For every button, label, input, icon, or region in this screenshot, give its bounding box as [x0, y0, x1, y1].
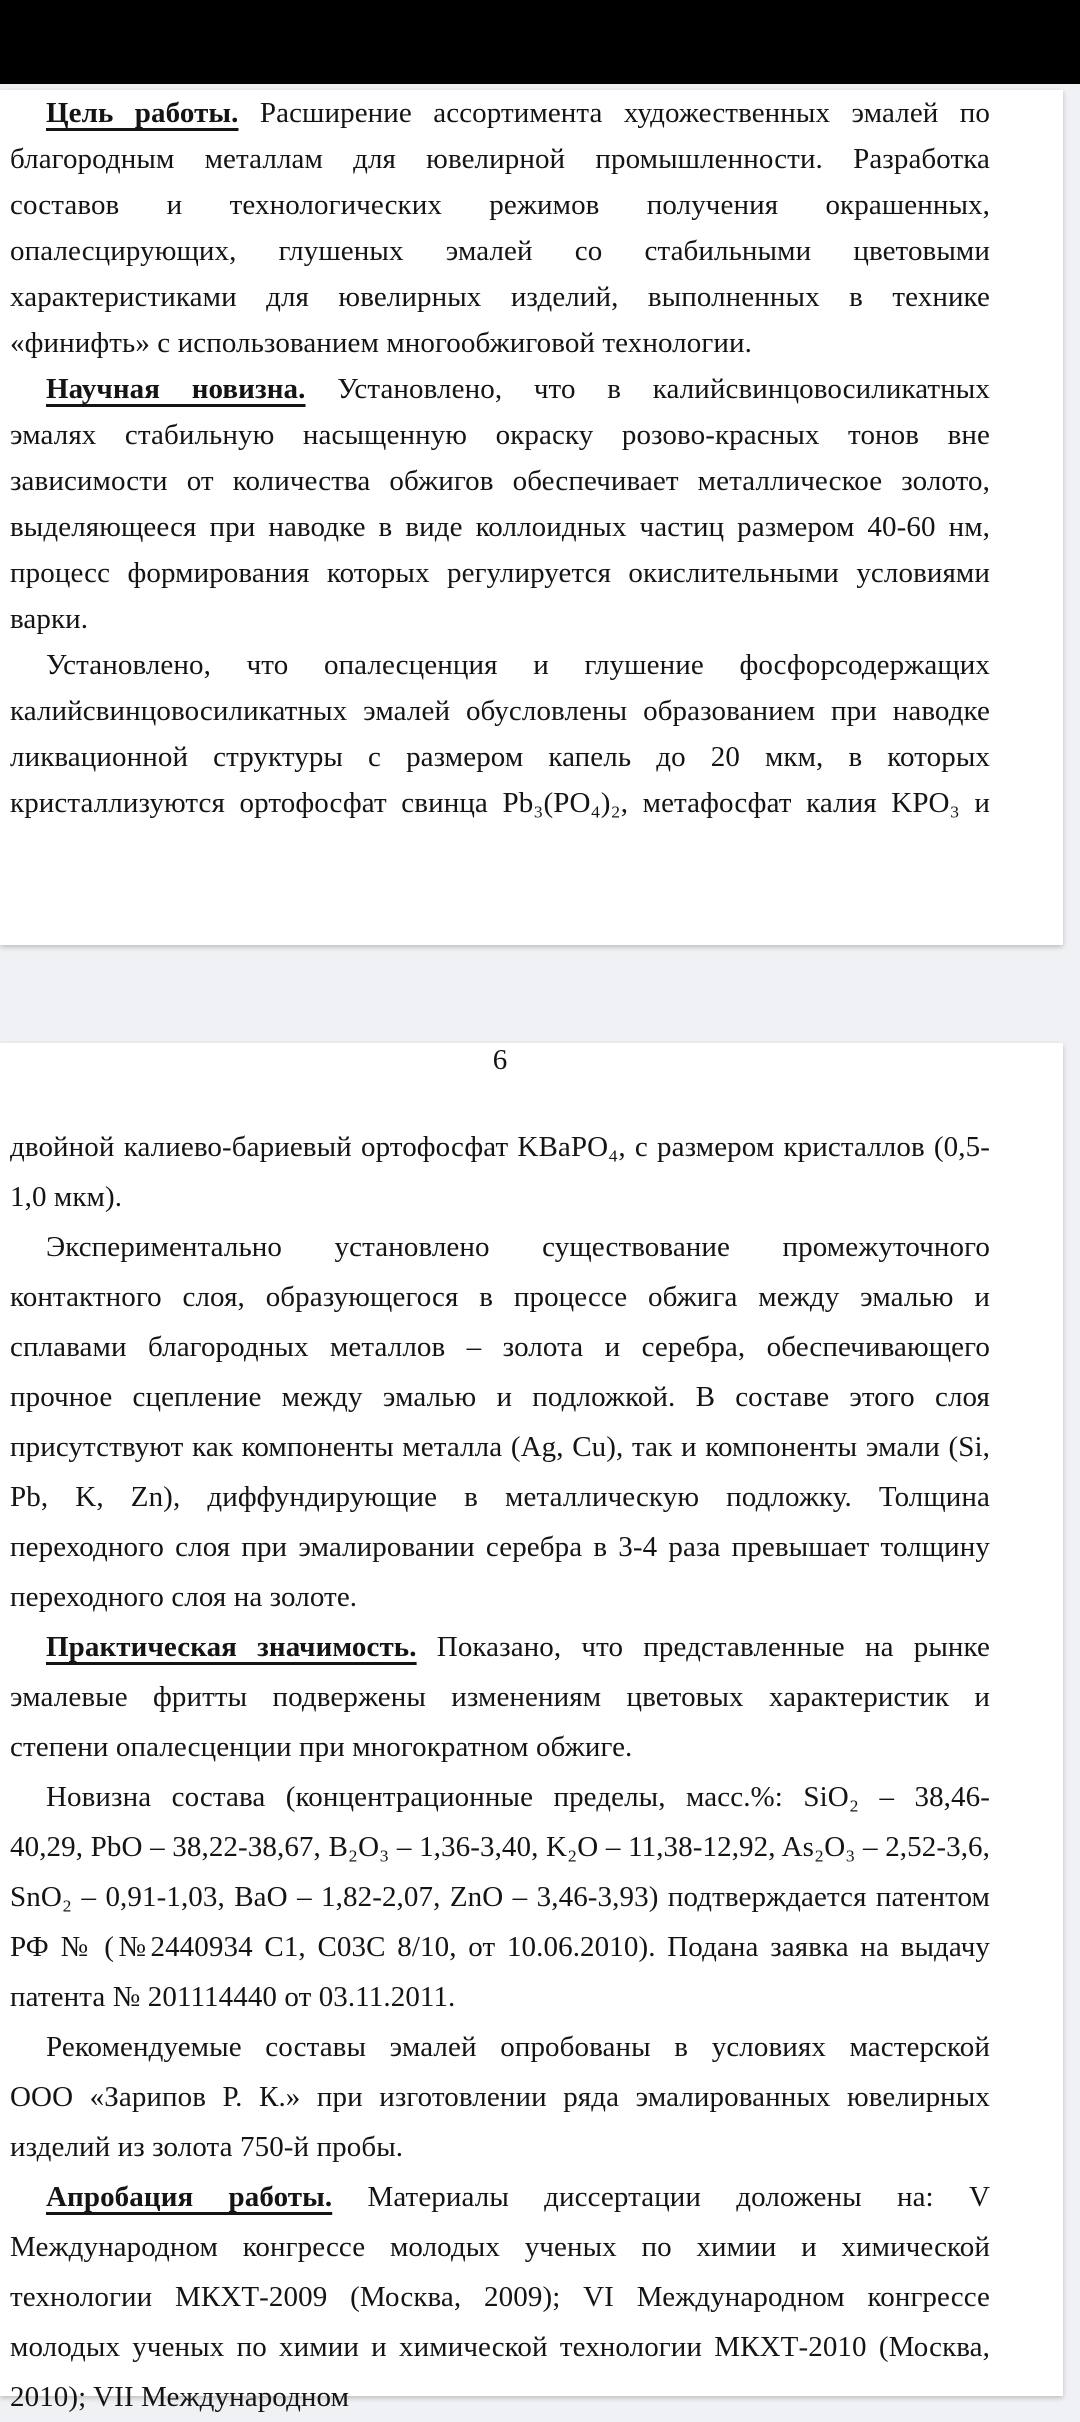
text-line: Pb, K, Zn), диффундирующие в металлическую подложку. Толщина: [10, 1481, 990, 1513]
text-line: Цель работы. Расширение ассортимента художественных эмалей по: [46, 97, 990, 129]
section-heading: Практическая значимость.: [46, 1631, 417, 1663]
page-bottom-paragraphs: [10, 1122, 990, 2422]
text-line: калийсвинцовосиликатных эмалей обусловлены образованием при наводке: [10, 695, 990, 727]
document-viewer[interactable]: [0, 84, 1080, 2413]
page-number: 6: [492, 1044, 508, 1076]
text-line: Рекомендуемые составы эмалей опробованы в условиях мастерской: [46, 2031, 990, 2063]
text-line: ликвационной структуры с размером капель до 20 мкм, в которых: [10, 741, 990, 773]
text-line: ООО «Зарипов Р. К.» при изготовлении ряда эмалированных ювелирных: [10, 2081, 990, 2113]
text-line: Экспериментально установлено существование промежуточного: [46, 1231, 990, 1263]
text-line: SnO₂ – 0,91-1,03, BaO – 1,82-2,07, ZnO – 3,46-3,93) подтверждается патентом: [10, 1881, 990, 1913]
text-line: РФ № (№2440934 C1, C03C 8/10, от 10.06.2010). Подана заявка на выдачу: [10, 1931, 990, 1963]
text-line: «финифть» с использованием многообжиговой технологии.: [10, 327, 752, 359]
text-line: сплавами благородных металлов – золота и серебра, обеспечивающего: [10, 1331, 990, 1363]
text-line: Апробация работы. Материалы диссертации доложены на: V: [46, 2181, 990, 2213]
section-heading: Цель работы.: [46, 97, 239, 129]
text-line: изделий из золота 750-й пробы.: [10, 2131, 404, 2163]
text-line: выделяющееся при наводке в виде коллоидных частиц размером 40-60 нм,: [10, 511, 990, 543]
text-line: кристаллизуются ортофосфат свинца Pb₃(PO₄)₂, метафосфат калия KPO₃ и: [10, 787, 990, 819]
text-line: двойной калиево-бариевый ортофосфат KBaPO₄, с размером кристаллов (0,5-: [10, 1131, 990, 1163]
text-line: прочное сцепление между эмалью и подложкой. В составе этого слоя: [10, 1381, 990, 1413]
text-line: Международном конгрессе молодых ученых по химии и химической: [10, 2231, 990, 2263]
text-line: составов и технологических режимов получения окрашенных,: [10, 189, 990, 221]
text-line: Научная новизна. Установлено, что в калийсвинцовосиликатных: [46, 373, 990, 405]
text-line: эмалях стабильную насыщенную окраску розово-красных тонов вне: [10, 419, 990, 451]
section-heading: Апробация работы.: [46, 2181, 333, 2213]
page-top-paragraphs: [10, 90, 990, 826]
text-line: процесс формирования которых регулируется окислительными условиями: [10, 557, 990, 589]
text-line: переходного слоя при эмалировании серебра в 3-4 раза превышает толщину: [10, 1531, 990, 1563]
text-line: опалесцирующих, глушеных эмалей со стабильными цветовыми: [10, 235, 990, 267]
text-line: зависимости от количества обжигов обеспечивает металлическое золото,: [10, 465, 990, 497]
text-line: 40,29, PbO – 38,22-38,67, B₂O₃ – 1,36-3,40, K₂O – 11,38-12,92, As₂O₃ – 2,52-3,6,: [10, 1831, 990, 1863]
status-bar: [0, 0, 1080, 84]
text-line: Новизна состава (концентрационные пределы, масс.%: SiO₂ – 38,46-: [46, 1781, 990, 1813]
text-line: контактного слоя, образующегося в процессе обжига между эмалью и: [10, 1281, 990, 1313]
text-line: Практическая значимость. Показано, что представленные на рынке: [46, 1631, 990, 1663]
section-heading: Научная новизна.: [46, 373, 306, 405]
text-line: присутствуют как компоненты металла (Ag, Cu), так и компоненты эмали (Si,: [10, 1431, 990, 1463]
text-line: Установлено, что опалесценция и глушение фосфорсодержащих: [46, 649, 990, 681]
text-line: молодых ученых по химии и химической технологии МКХТ-2010 (Москва,: [10, 2331, 990, 2363]
page-bottom: [0, 1043, 1063, 2413]
text-line: эмалевые фритты подвержены изменениям цветовых характеристик и: [10, 1681, 990, 1713]
text-line: степени опалесценции при многократном обжиге.: [10, 1731, 633, 1763]
text-line: благородным металлам для ювелирной промышленности. Разработка: [10, 143, 990, 175]
text-line: 1,0 мкм).: [10, 1181, 123, 1213]
text-line: патента № 201114440 от 03.11.2011.: [10, 1981, 456, 2013]
text-line: характеристиками для ювелирных изделий, выполненных в технике: [10, 281, 990, 313]
text-line: переходного слоя на золоте.: [10, 1581, 358, 1613]
text-line: технологии МКХТ-2009 (Москва, 2009); VI Международном конгрессе: [10, 2281, 990, 2313]
page-separator: [0, 945, 1080, 993]
text-line: 2010); VII Международном: [10, 2381, 350, 2413]
page-top: [0, 90, 1063, 945]
text-line: варки.: [10, 603, 89, 635]
